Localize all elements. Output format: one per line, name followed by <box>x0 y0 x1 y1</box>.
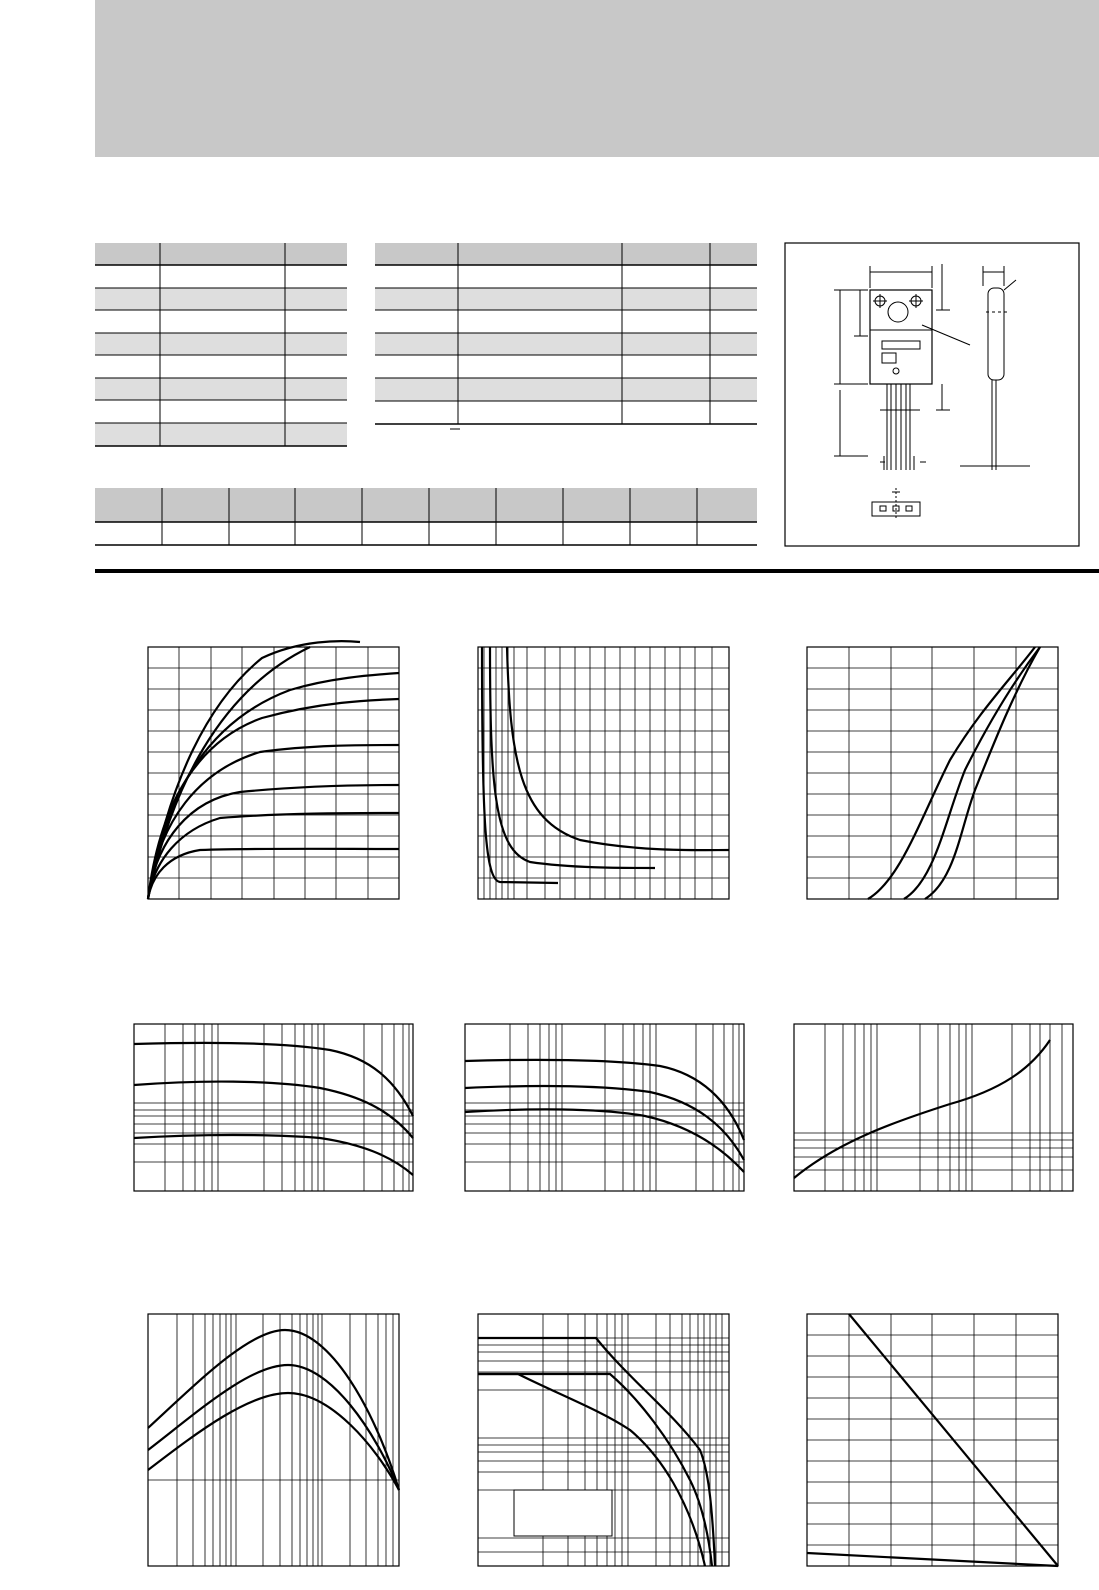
package-outline <box>785 243 1079 546</box>
chart-1-curve-8 <box>148 849 399 899</box>
chart-output-characteristics <box>148 641 399 899</box>
chart-hfe-ic-1 <box>134 1024 413 1191</box>
chart-5-curve-1 <box>465 1060 744 1140</box>
chart-2-curves <box>482 647 729 883</box>
chart-7-grid <box>148 1314 399 1566</box>
chart-6-grid <box>794 1024 1073 1191</box>
chart-4-curves <box>134 1043 413 1175</box>
chart-4-grid <box>134 1024 413 1191</box>
chart-9-grid <box>807 1314 1058 1566</box>
chart-2-curve-3 <box>507 647 729 850</box>
chart-power-derating <box>807 1314 1058 1566</box>
ratings-table <box>95 243 347 446</box>
chart-1-curves <box>148 641 399 899</box>
chart-7-curve-3 <box>148 1393 399 1490</box>
chart-1-curve-4 <box>148 699 399 899</box>
chart-2-grid <box>478 647 729 899</box>
characteristics-table <box>375 243 757 429</box>
chart-5-grid <box>465 1024 744 1191</box>
chart-input-characteristics <box>807 647 1058 899</box>
chart-1-curve-7 <box>148 813 399 899</box>
chart-vbe-ic <box>794 1024 1073 1191</box>
chart-5-curve-3 <box>465 1109 744 1172</box>
chart-8-note-box <box>514 1490 612 1536</box>
chart-safe-operating-area <box>478 1314 729 1566</box>
chart-4-curve-3 <box>134 1135 413 1175</box>
chart-7-curves <box>148 1330 399 1490</box>
hfe-rank-table <box>95 488 757 545</box>
chart-5-curve-2 <box>465 1086 744 1160</box>
chart-1-grid <box>148 647 399 899</box>
chart-8-curve-2 <box>478 1374 712 1566</box>
chart-7-curve-2 <box>148 1365 399 1490</box>
chart-9-curve-2 <box>807 1553 1058 1566</box>
chart-8-curve-3 <box>478 1374 705 1566</box>
chart-ft-ic <box>148 1314 399 1566</box>
chart-1-curve-2 <box>148 641 360 899</box>
chart-2-curve-2 <box>490 647 655 868</box>
chart-saturation-voltage <box>478 647 729 899</box>
chart-hfe-ic-2 <box>465 1024 744 1191</box>
section-divider <box>95 569 1099 573</box>
chart-7-curve-1 <box>148 1330 399 1490</box>
